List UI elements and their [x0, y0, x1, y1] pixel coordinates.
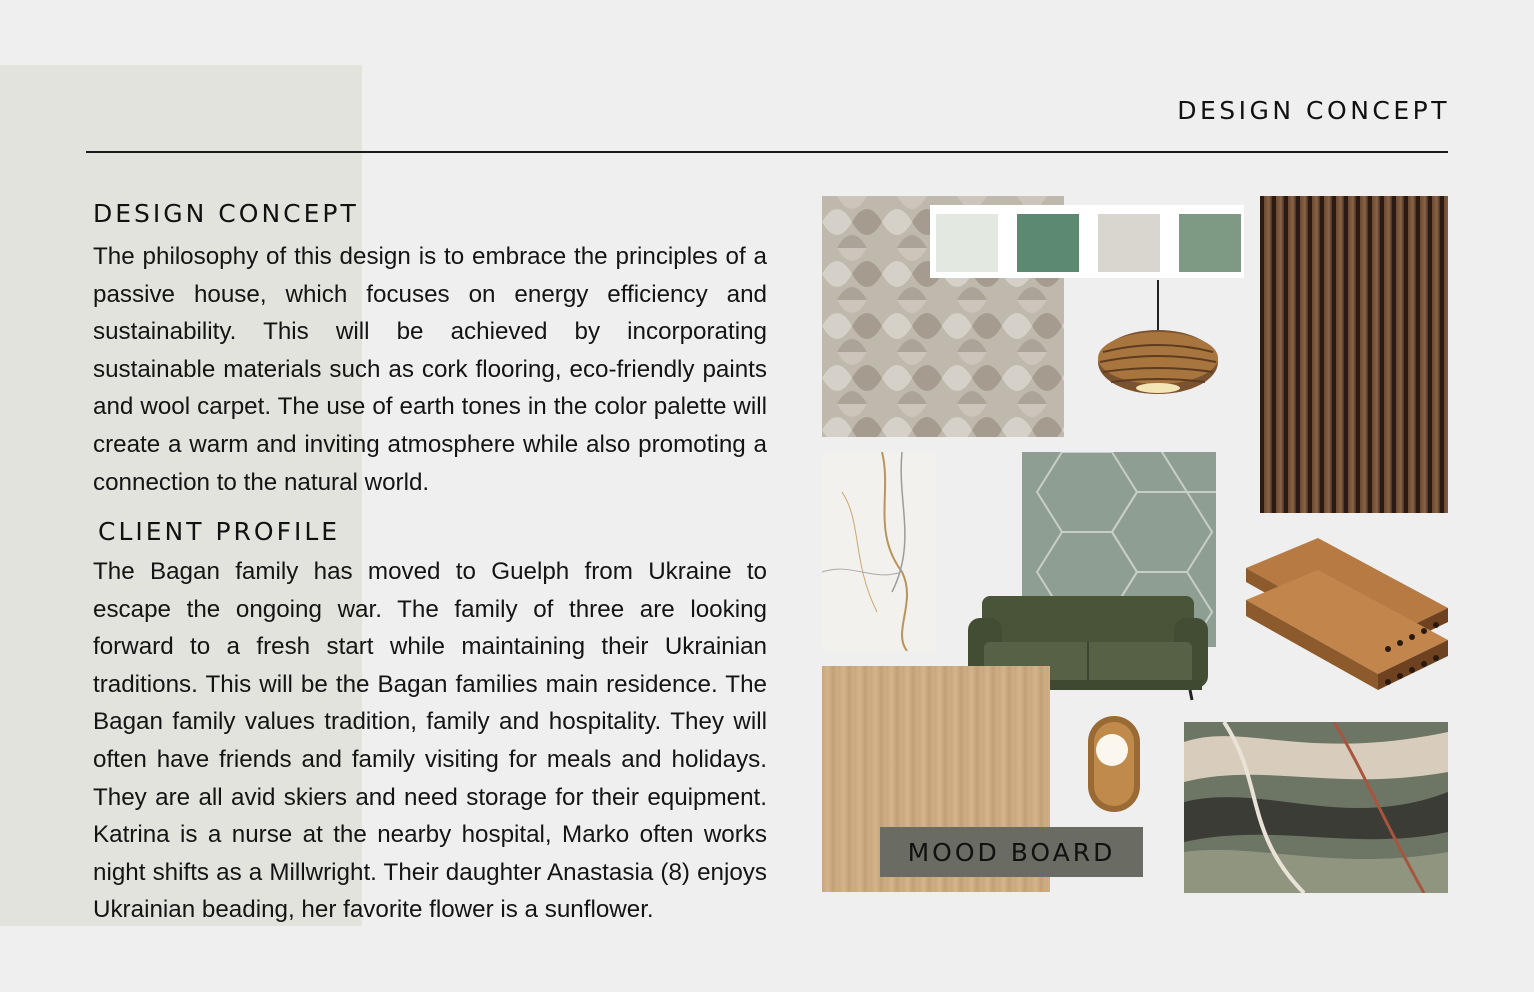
wall-sconce-image [1082, 712, 1146, 816]
header-divider [86, 151, 1448, 153]
palette-swatch-1 [936, 214, 998, 272]
palette-swatch-3 [1098, 214, 1160, 272]
white-marble-image [822, 452, 936, 651]
color-palette [930, 205, 1244, 278]
green-quartzite-image [1184, 722, 1448, 893]
page-title: DESIGN CONCEPT [1177, 96, 1450, 125]
client-profile-heading: CLIENT PROFILE [98, 517, 341, 546]
design-concept-text: The philosophy of this design is to embrace the principles of a passive house, which focuses on energy efficiency and sustainability. This will be achieved by incorporating sustainable materials such as cork flooring, eco-friendly paints and wool carpet. The use of earth tones in the color palette will create a warm and inviting atmosphere while also promoting a connection to the natural world. [93, 243, 767, 496]
composite-decking-image [1238, 538, 1452, 700]
palette-swatch-4 [1179, 214, 1241, 272]
mood-board-label: MOOD BOARD [880, 827, 1143, 877]
client-profile-text: The Bagan family has moved to Guelph from Ukraine to escape the ongoing war. The family of three are looking forward to a fresh start while maintaining their Ukrainian traditions. This will be the Bagan families main residence. The Bagan family values tradition, family and hospitality. They will often have friends and family visiting for meals and holidays. They are all avid skiers and need storage for their equipment. Katrina is a nurse at the nearby hospital, Marko often works night shifts as a Millwright. Their daughter Anastasia (8) enjoys Ukrainian beading, her favorite flower is a sunflower. [93, 558, 767, 924]
wood-slat-panel-image [1260, 196, 1448, 513]
pendant-lamp-image [1095, 280, 1221, 398]
design-concept-heading: DESIGN CONCEPT [93, 199, 359, 228]
palette-swatch-2 [1017, 214, 1079, 272]
